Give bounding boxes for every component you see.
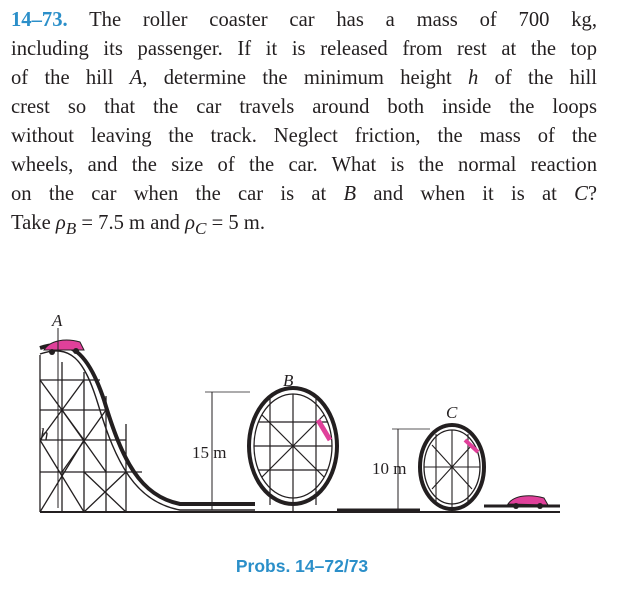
- rho-C-symbol: ρ: [185, 212, 195, 234]
- rho-B-symbol: ρ: [55, 212, 66, 234]
- var-A: A: [129, 67, 143, 89]
- problem-line-4: crest so that the car travels around both inside the loops: [11, 96, 597, 118]
- loop-B: [249, 388, 337, 512]
- problem-text: ?: [587, 183, 597, 205]
- problem-line-7: [11, 180, 597, 209]
- var-C: C: [574, 183, 588, 205]
- problem-text: of the hill: [478, 67, 597, 89]
- problem-statement: [11, 6, 597, 243]
- var-B: B: [343, 183, 357, 205]
- dim-15-label: 15 m: [192, 443, 227, 462]
- problem-line-2: including its passenger. If it is released from rest at the top: [11, 38, 597, 60]
- label-B: B: [283, 371, 294, 390]
- dim-10-label: 10 m: [372, 459, 407, 478]
- problem-line-8: [11, 209, 597, 243]
- problem-text: , determine the minimum height: [142, 67, 468, 89]
- hill-scaffold: [40, 355, 142, 512]
- rho-C-subscript: C: [195, 219, 207, 239]
- var-h: h: [468, 67, 479, 89]
- problem-number: 14–73.: [11, 9, 68, 31]
- problem-text: The roller coaster car has a mass of 700 kg,: [67, 9, 597, 31]
- rho-B-subscript: B: [65, 219, 77, 239]
- problem-text: of the hill: [11, 67, 130, 89]
- label-C: C: [446, 403, 458, 422]
- problem-text: = 7.5 m and: [76, 212, 186, 234]
- loop-C: [420, 425, 484, 512]
- roller-coaster-figure: [0, 300, 635, 550]
- problem-text: Take: [11, 212, 56, 234]
- problem-text: and when it is at: [356, 183, 575, 205]
- problem-line-6: wheels, and the size of the car. What is the normal reaction: [11, 154, 597, 176]
- problem-text: on the car when the car is at: [11, 183, 344, 205]
- problem-line-5: without leaving the track. Neglect friction, the mass of the: [11, 125, 597, 147]
- problem-text: = 5 m.: [206, 212, 265, 234]
- label-h: h: [40, 425, 49, 444]
- problem-line-1: [11, 6, 597, 35]
- figure-caption: Probs. 14–72/73: [235, 556, 369, 576]
- problem-line-3: [11, 64, 597, 93]
- label-A: A: [52, 311, 63, 330]
